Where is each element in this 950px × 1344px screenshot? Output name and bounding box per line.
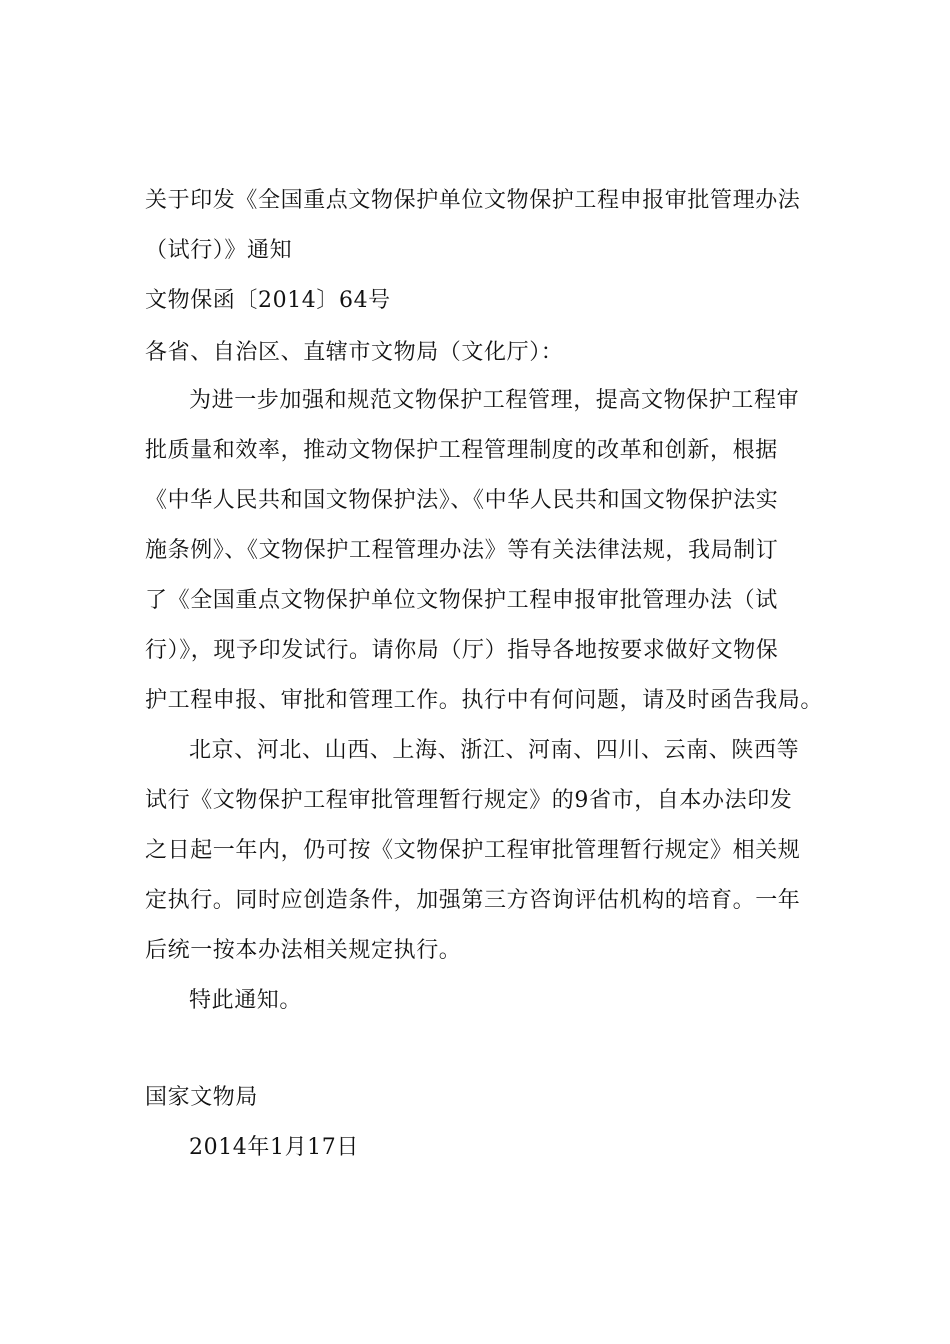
addressee: 各省、自治区、直辖市文物局（文化厅）： bbox=[145, 340, 564, 365]
paragraph-1-line-1: 为进一步加强和规范文物保护工程管理，提高文物保护工程审 bbox=[189, 388, 800, 413]
paragraph-2-line-4: 定执行。同时应创造条件，加强第三方咨询评估机构的培育。一年 bbox=[145, 888, 801, 913]
document-title-line-2: （试行）》通知 bbox=[145, 238, 293, 263]
paragraph-1-line-5: 了《全国重点文物保护单位文物保护工程申报审批管理办法（试 bbox=[145, 588, 778, 613]
paragraph-1-line-2: 批质量和效率，推动文物保护工程管理制度的改革和创新，根据 bbox=[145, 438, 778, 463]
paragraph-1-line-7: 护工程申报、审批和管理工作。执行中有何问题，请及时函告我局。 bbox=[145, 688, 824, 713]
paragraph-2-line-1: 北京、河北、山西、上海、浙江、河南、四川、云南、陕西等 bbox=[189, 738, 800, 763]
issue-date: 2014年1月17日 bbox=[189, 1135, 359, 1160]
paragraph-2-line-5: 后统一按本办法相关规定执行。 bbox=[145, 938, 462, 963]
paragraph-1-line-6: 行）》，现予印发试行。请你局（厅）指导各地按要求做好文物保 bbox=[145, 638, 779, 663]
paragraph-1-line-4: 施条例》、《文物保护工程管理办法》等有关法律法规，我局制订 bbox=[145, 538, 779, 563]
paragraph-2-line-3: 之日起一年内，仍可按《文物保护工程审批管理暂行规定》相关规 bbox=[145, 838, 801, 863]
closing-text: 特此通知。 bbox=[189, 988, 303, 1013]
paragraph-1-line-3: 《中华人民共和国文物保护法》、《中华人民共和国文物保护法实 bbox=[145, 488, 779, 513]
paragraph-2-line-2: 试行《文物保护工程审批管理暂行规定》的9省市，自本办法印发 bbox=[145, 788, 793, 813]
document-number: 文物保函〔2014〕64号 bbox=[145, 288, 391, 313]
issuer-name: 国家文物局 bbox=[145, 1085, 259, 1110]
document-title-line-1: 关于印发《全国重点文物保护单位文物保护工程申报审批管理办法 bbox=[145, 188, 801, 213]
